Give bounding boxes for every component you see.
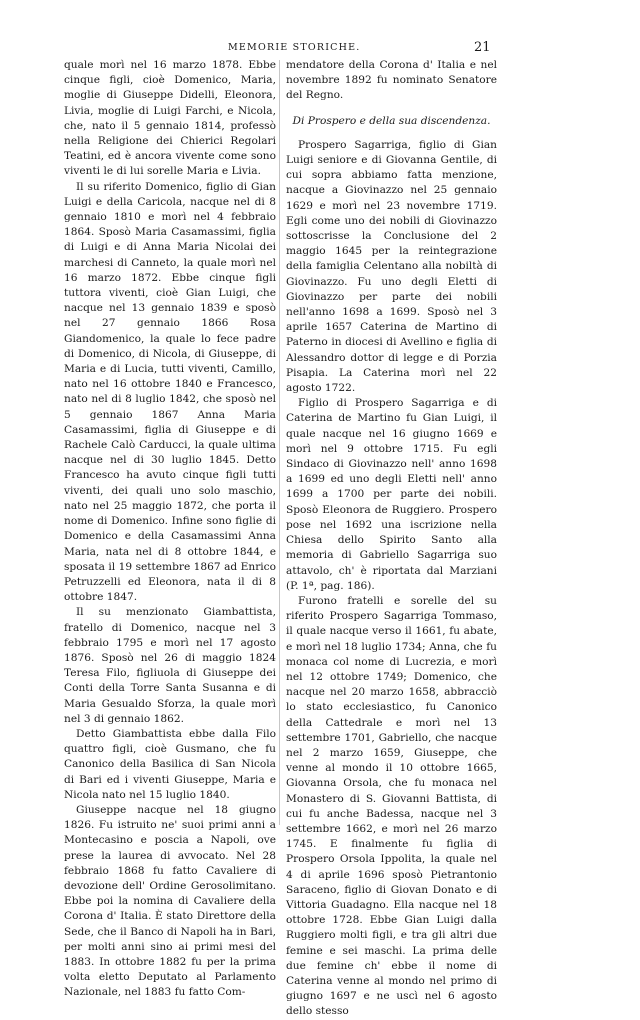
left-column	[64, 58, 276, 1001]
section-heading: Di Prospero e della sua discendenza.	[292, 114, 491, 127]
paragraph: Figlio di Prospero Sagarriga e di Caterina de Martino fu Gian Luigi, il quale nacque nel 16 giugno 1669 e morì nel 9 ottobre 1715. Fu egli Sindaco di Giovinazzo nell' anno 1698 a 1699 ed uno degli Eletti nell' anno 1699 a 1700 per parte dei nobili. Sposò Eleonora de Ruggiero. Prospero pose nel 1692 una iscrizione nella Chiesa dello Spirito Santo alla memoria di Gabriello Sagarriga suo attavolo, ch' è riportata dal Marziani (P. 1ª, pag. 186).	[286, 397, 497, 592]
page-number: 21	[474, 40, 491, 55]
running-header	[0, 40, 640, 60]
paragraph: mendatore della Corona d' Italia e nel novembre 1892 fu nominato Senatore del Regno.	[286, 59, 497, 102]
paragraph: Detto Giambattista ebbe dalla Filo quattro figli, cioè Gusmano, che fu Canonico della Basilica di San Nicola di Bari ed i viventi Giuseppe, Maria e Nicola nato nel 15 luglio 1840.	[64, 727, 276, 801]
paragraph: Prospero Sagarriga, figlio di Gian Luigi seniore e di Giovanna Gentile, di cui sopra abbiamo fatta menzione, nacque a Giovinazzo nel 25 gennaio 1629 e morì nel 23 novembre 1719. Egli come uno dei nobili di Giovinazzo sottoscrisse la Conclusione del 2 maggio 1645 per la reintegrazione della famiglia Celentano alla nobiltà di Giovinazzo. Fu uno degli Eletti di Giovinazzo per parte dei nobili nell'anno 1698 a 1699. Sposò nel 3 aprile 1657 Caterina de Martino di Paterno in diocesi di Avellino e figlia di Alessandro dottor di legge e di Porzia Pisapia. La Caterina morì nel 22 agosto 1722.	[286, 138, 497, 395]
right-column	[286, 58, 497, 1020]
paragraph: Furono fratelli e sorelle del su riferito Prospero Sagarriga Tommaso, il quale nacque verso il 1661, fu abate, e morì nel 18 luglio 1734; Anna, che fu monaca col nome di Lucrezia, e morì nel 12 ottobre 1749; Domenico, che nacque nel 20 marzo 1658, abbracciò lo stato ecclesiastico, fu Canonico della Cattedrale e morì nel 13 settembre 1701, Gabriello, che nacque nel 2 marzo 1659, Giuseppe, che venne al mondo il 10 ottobre 1665, Giovanna Orsola, che fu monaca nel Monastero di S. Giovanni Battista, di cui fu anche Badessa, nacque nel 3 settembre 1662, e morì nel 26 marzo 1745. E finalmente fu figlia di Prospero Orsola Ippolita, la quale nel 4 di aprile 1696 sposò Pietrantonio Saraceno, figlio di Giovan Donato e di Vittoria Guadagno. Ella nacque nel 18 ottobre 1728. Ebbe Gian Luigi dalla Ruggiero molti figli, e tra gli altri due femine e sei maschi. La prima delle due femine ch' ebbe il nome di Caterina venne al mondo nel primo di giugno 1697 e ne uscì nel 6 agosto dello stesso	[286, 594, 497, 1018]
running-title: MEMORIE STORICHE.	[228, 42, 361, 53]
column-divider	[279, 60, 280, 825]
paragraph: Il su menzionato Giambattista, fratello di Domenico, nacque nel 3 febbraio 1795 e morì nel 17 agosto 1876. Sposò nel 26 di maggio 1824 Teresa Filo, figliuola di Giuseppe dei Conti della Torre Santa Susanna e di Maria Gesualdo Sforza, la quale morì nel 3 di gennaio 1862.	[64, 606, 276, 725]
paragraph: quale morì nel 16 marzo 1878. Ebbe cinque figli, cioè Domenico, Maria, moglie di Giuseppe Didelli, Eleonora, Livia, moglie di Luigi Farchi, e Nicola, che, nato il 5 gennaio 1814, professò nella Religione dei Chierici Regolari Teatini, ed è ancora vivente come sono viventi le di lui sorelle Maria e Livia.	[64, 59, 276, 178]
paragraph: Il su riferito Domenico, figlio di Gian Luigi e della Caricola, nacque nel di 8 gennaio 1810 e morì nel 4 febbraio 1864. Sposò Maria Casamassimi, figlia di Luigi e di Anna Maria Nicolai dei marchesi di Canneto, la quale morì nel 16 marzo 1872. Ebbe cinque figli tuttora viventi, cioè Gian Luigi, che nacque nel 13 gennaio 1839 e sposò nel 27 gennaio 1866 Rosa Giandomenico, la quale lo fece padre di Domenico, di Nicola, di Giuseppe, di Maria e di Lucia, tutti viventi, Camillo, nato nel 16 ottobre 1840 e Francesco, nato nel di 8 luglio 1842, che sposò nel 5 gennaio 1867 Anna Maria Casamassimi, figlia di Giuseppe e di Rachele Calò Carducci, la quale ultima nacque nel di 30 luglio 1845. Detto Francesco ha avuto cinque figli tutti viventi, dei quali uno solo maschio, nato nel 25 maggio 1872, che porta il nome di Domenico. Infine sono figlie di Domenico e della Casamassimi Anna Maria, nata nel di 8 ottobre 1844, e sposata il 19 settembre 1867 ad Enrico Petruzzelli ed Eleonora, nata il di 8 ottobre 1847.	[64, 180, 276, 604]
paragraph: Giuseppe nacque nel 18 giugno 1826. Fu istruito ne' suoi primi anni a Montecasino e poscia a Napoli, ove prese la laurea di avvocato. Nel 28 febbraio 1868 fu fatto Cavaliere di devozione dell' Ordine Gerosolimitano. Ebbe poi la nomina di Cavaliere della Corona d' Italia. È stato Direttore della Sede, che il Banco di Napoli ha in Bari, per molti anni sino ai primi mesi del 1883. In ottobre 1882 fu per la prima volta eletto Deputato al Parlamento Nazionale, nel 1883 fu fatto Com-	[64, 803, 276, 999]
